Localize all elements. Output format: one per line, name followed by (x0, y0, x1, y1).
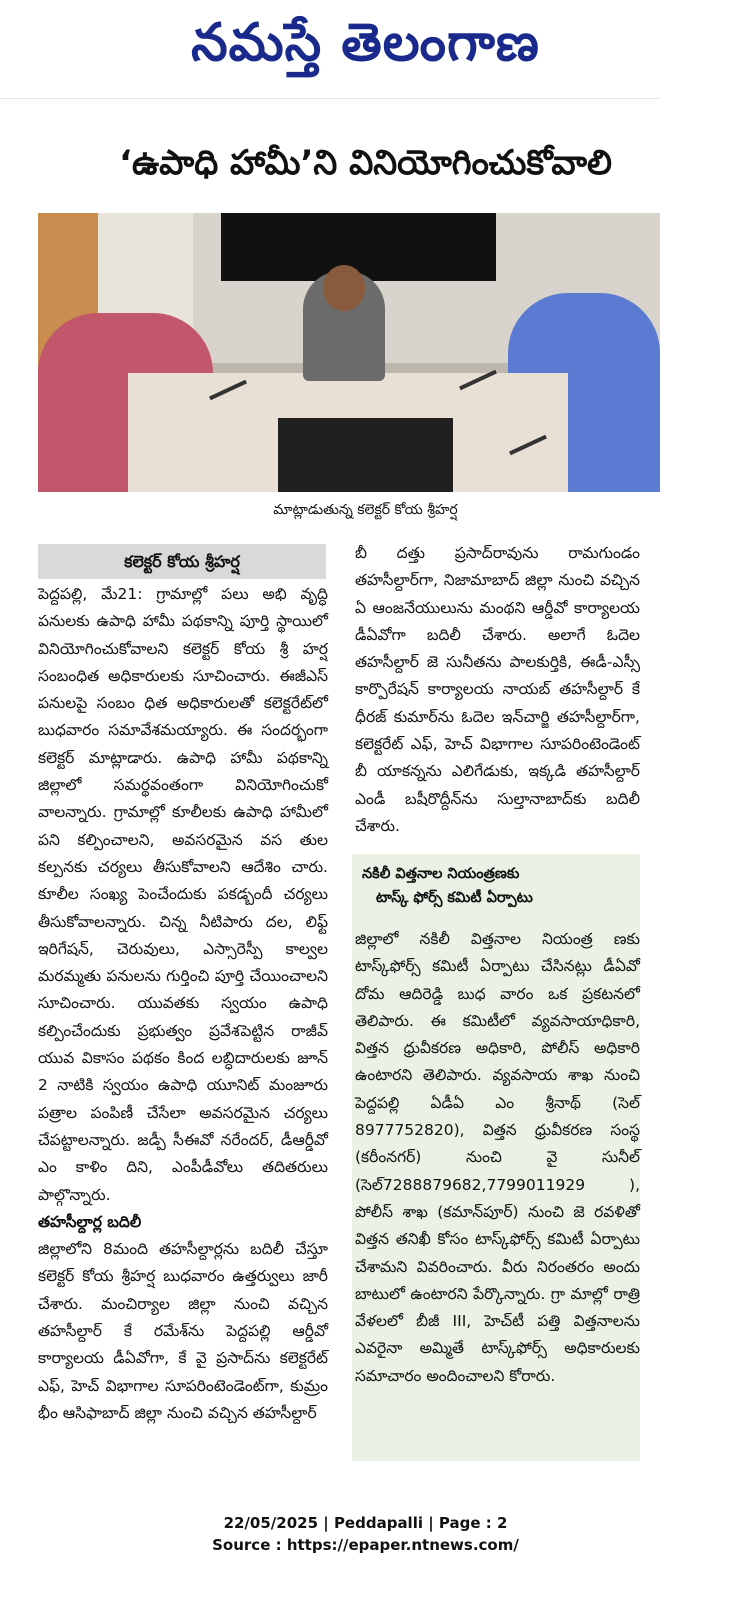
sidebar-heading-line: టాస్క్ ఫోర్స్ కమిటీ ఏర్పాటు (376, 890, 533, 906)
photo-table-panel (278, 418, 453, 492)
body-paragraph: జిల్లాలోని 8మంది తహసీల్దార్లను బదిలీ చేస్తూ కలెక్టర్ కోయ శ్రీహర్ష బుధవారం ఉత్తర్వులు జారీ చేశారు. మంచిర్యాల జిల్లా నుంచి వచ్చిన తహసీల్దార్ కే రమేశ్‌ను పెద్దపల్లి ఆర్డీవో కార్యాలయ డీఏవోగా, కే వై ప్రసాద్‌ను కలెక్టరేట్ ఎఫ్, హెచ్ విభాగాల సూపరింటెండెంట్‌గా, కుమ్రం భీం ఆసిఫాబాద్ జిల్లా నుంచి వచ్చిన తహసీల్దార్ (38, 1240, 328, 1422)
sidebar-heading-line: నకిలీ విత్తనాల నియంత్రణకు (362, 866, 520, 882)
masthead-divider (0, 98, 660, 99)
masthead (0, 0, 731, 95)
photo-collector-head (323, 265, 365, 311)
article-subheading: కలెక్టర్ కోయ శ్రీహర్ష (38, 544, 326, 579)
footer-source: Source : https://epaper.ntnews.com/ (212, 1536, 519, 1554)
body-paragraph: బీ దత్తు ప్రసాద్‌రావును రామగుండం తహసీల్దార్‌గా, నిజామాబాద్ జిల్లా నుంచి వచ్చిన ఏ ఆంజనేయులును మంథని ఆర్డీవో కార్యాలయ డీఏవోగా బదిలీ చేశారు. అలాగే ఓదెల తహసీల్దార్ జె సునీతను పాలకుర్తికి, ఈడీ-ఎస్సీ కార్పొరేషన్ కార్యాలయ నాయబ్ తహసీల్దార్ కే ధీరజ్ కుమార్‌ను ఓదెల ఇన్‌చార్జి తహసీల్దార్‌గా, కలెక్టరేట్ ఎఫ్, హెచ్ విభాగాల సూపరింటెండెంట్ బీ యాకన్నను ఎలిగేడుకు, ఇక్కడి తహసీల్దార్ ఎండీ బషీరొద్దీన్‌ను సుల్తానాబాద్‌కు బదిలీ చేశారు. (355, 544, 640, 835)
body-paragraph: జిల్లాలో నకిలీ విత్తనాల నియంత్ర ణకు టాస్క్‌ఫోర్స్ కమిటీ ఏర్పాటు చేసినట్లు డీఏవో దోమ ఆదిరెడ్డి బుధ వారం ఒక ప్రకటనలో తెలిపారు. ఈ కమిటీలో వ్యవసాయాధికారి, విత్తన ధ్రువీకరణ అధికారి, పోలీస్ అధికారి ఉంటారని తెలిపారు. వ్యవసాయ శాఖ నుంచి పెద్దపల్లి ఏడీఏ ఎం శ్రీనాథ్ (సెల్ 8977752820), విత్తన ధ్రువీకరణ సంస్థ (కరీంనగర్) నుంచి వై సునీల్ (సెల్7288879682,7799011929 ), పోలీస్ శాఖ (కమాన్‌పూర్) నుంచి జె రవళితో విత్తన తనిఖీ కోసం టాస్క్‌ఫోర్స్ కమిటీ ఏర్పాటు చేశామని వివరించారు. వీరు నిరంతరం అందు బాటులో ఉంటారని పేర్కొన్నారు. గ్రా మాల్లో రాత్రి వేళలలో బీజీ III, హెచ్‌టీ పత్తి విత్తనాలను ఎవరైనా అమ్మితే టాస్క్‌ఫోర్స్ అధికారులకు సమాచారం అందించాలని కోరారు. (355, 930, 640, 1385)
newspaper-logo: నమస్తే తెలంగాణ (191, 13, 540, 73)
article-column-1 (38, 581, 328, 1427)
footer-dateline: 22/05/2025 | Peddapalli | Page : 2 (223, 1514, 508, 1532)
page-footer (0, 1512, 731, 1556)
article-photo (38, 213, 660, 492)
sidebar-box-text (355, 926, 640, 1390)
article-column-2 (355, 540, 640, 840)
section-subheading: తహసీల్దార్ల బదిలీ (38, 1212, 142, 1231)
body-paragraph: పెద్దపల్లి, మే21: గ్రామాల్లో పలు అభి వృద్ధి పనులకు ఉపాధి హామీ పథకాన్ని పూర్తి స్థాయిలో వినియోగించుకోవాలని కలెక్టర్ కోయ శ్రీ హర్ష సంబంధిత అధికారులకు సూచించారు. ఈజీఎస్ పనులపై సంబం ధిత అధికారులతో కలెక్టరేట్‌లో బుధవారం సమావేశమయ్యారు. ఈ సందర్భంగా కలెక్టర్ మాట్లాడారు. ఉపాధి హామీ పథకాన్ని జిల్లాలో సమర్థవంతంగా వినియోగించుకో వాలన్నారు. గ్రామాల్లో కూలీలకు ఉపాధి హామీలో పని కల్పించాలని, అవసరమైన వస తుల కల్పనకు చర్యలు తీసుకోవాలని ఆదేశిం చారు. కూలీల సంఖ్య పెంచేందుకు పకడ్బందీ చర్యలు తీసుకోవాలన్నారు. చిన్న నీటిపారు దల, లిఫ్ట్ ఇరిగేషన్, చెరువులు, ఎస్సారెస్పీ కాల్వల మరమ్మతు పనులను గుర్తించి పూర్తి చేయించాలని సూచించారు. యువతకు స్వయం ఉపాధి కల్పించేందుకు ప్రభుత్వం ప్రవేశపెట్టిన రాజీవ్ యువ వికాసం పథకం కింద లబ్ధిదారులకు జూన్ 2 నాటికి స్వయం ఉపాధి యూనిట్ మంజూరు పత్రాల పంపిణీ చేసేలా అవసరమైన చర్యలు చేపట్టాలన్నారు. జడ్పీ సీఈవో నరేందర్, డీఆర్డీవో ఎం కాళిం దిని, ఎంపీడీవోలు తదితరులు పాల్గొన్నారు. (38, 585, 328, 1204)
article-headline: ‘ఉపాధి హామీ’ని వినియోగించుకోవాలి (119, 143, 612, 183)
photo-caption: మాట్లాడుతున్న కలెక్టర్ కోయ శ్రీహర్ష (273, 502, 458, 518)
sidebar-box-heading (362, 862, 632, 910)
